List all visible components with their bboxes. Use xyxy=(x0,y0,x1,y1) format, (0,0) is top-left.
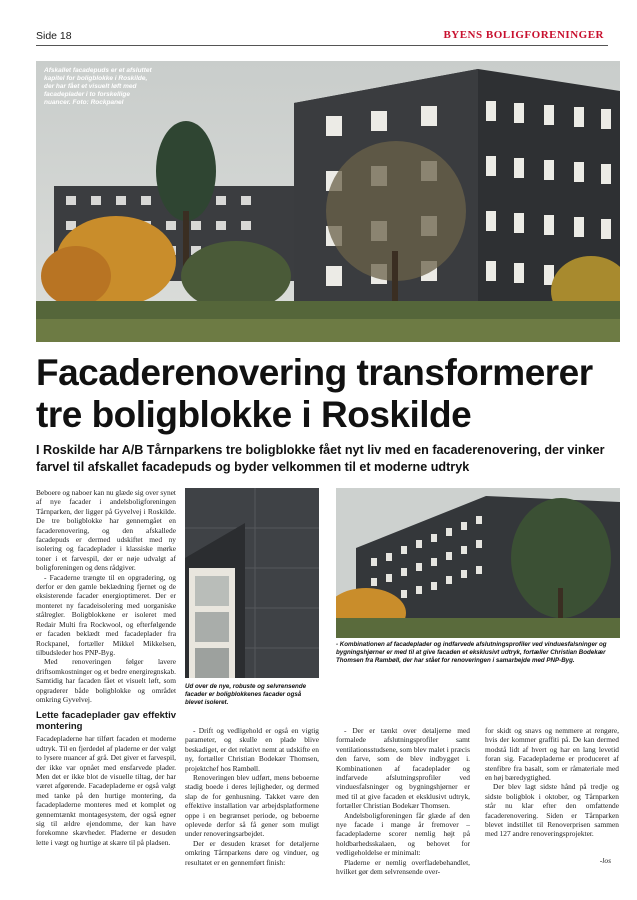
detail-photo-illustration xyxy=(185,488,319,678)
paragraph: for skidt og snavs og nemmere at rengøre, hvis der kommer graffiti på. De kan dermed modstå lidt af hvert og har en lang levetid foran sig. Facadepladerne er produceret af stenfibre fra basalt, som er råmateriale med en høj bæredygtighed. xyxy=(485,726,619,783)
paragraph: - Der er tænkt over detaljerne med formalede afslutningsprofiler samt ventilationsstudsene, som blev malet i præcis den farve, som de blev indbygget i. Kombinationen af facadeplader og indfarvede afslutningsprofiler ved vinduesfalsninger og bygningshjørner er med til at give facaden et eksklusivt udtryk, fortæller Christian Bodekær Thomsen. xyxy=(336,726,470,811)
article-column-3 xyxy=(336,726,470,877)
section-title: BYENS BOLIGFORENINGER xyxy=(443,29,604,41)
building-photo-caption: - Kombinationen af facadeplader og indfarvede afslutningsprofiler ved vinduesfalsninger og bygningshjørner er med til at give facaden et eksklusivt udtryk, fortæller Christian Bodekær Thomsen fra Rambøll, der har stået for renoveringen i samarbejde med PNP-Byg. xyxy=(336,641,607,664)
building-photo xyxy=(336,488,620,638)
paragraph: Facadepladerne har tilført facaden et moderne udtryk. Til en fjerdedel af pladerne er der valgt to lysere nuancer af grå. Det giver et farvespil, der ikke var opnået med ensfarvede plader. Men det er ikke blot de visuelle tiltag, der har været afgørende. Facadepladerne er også valgt med tanke på den hurtige montering, da facadepladerne monteres med et komplet og gennemtænkt montagesystem, der også egner sig til ældre ejendomme, der kan have forekomne skævheder. Pladerne er desuden lette i vægt og hurtige at skære til på pladsen. xyxy=(36,734,176,847)
paragraph: Andelsboligforeningen får glæde af den nye facade i mange år fremover – facadepladerne scorer nemlig højt på holdbarhedsskalaen, og behovet for vedligeholdelse er minimalt: xyxy=(336,810,470,858)
deck: I Roskilde har A/B Tårnparkens tre boligblokke fået nyt liv med en facaderenovering, der vinker farvel til afskallet facadepuds og byder velkommen til et moderne udtryk xyxy=(36,443,605,474)
article-column-1 xyxy=(36,488,176,847)
headline: Facaderenovering transformerer tre boligblokke i Roskilde xyxy=(36,352,593,435)
detail-photo-caption: Ud over de nye, robuste og selvrensende facader er boligblokkenes facader også blevet isoleret. xyxy=(185,683,307,706)
author-signature: -los xyxy=(599,856,611,865)
paragraph: Beboere og naboer kan nu glæde sig over synet af nye facader i andelsboligforeningen Tårnparken, der ligger på Gyvelvej i Roskilde. De tre boligblokke har gennemgået en facaderenovering, og den afskallede facadepuds er dermed udskiftet med ny isolering og facadeplader i klassiske mørke toner i et farvespil, der er nøje udvalgt af boligforeningen og dens rådgiver. xyxy=(36,488,176,573)
hero-caption: Afskallet facadepuds er et afsluttet kapitel for boligblokke i Roskilde, der har fået et visuelt løft med facadeplader i to forskellige nuancer. Foto: Rockpanel xyxy=(44,67,152,106)
paragraph: - Drift og vedligehold er også en vigtig parameter, og skulle en plade blive beskadiget, er det relativt nemt at udskifte en ny, fortæller Christian Bodekær Thomsen, projektchef hos Rambøll. xyxy=(185,726,319,773)
paragraph: Renoveringen blev udført, mens beboerne stadig boede i deres lejligheder, og dermed slap de for genhusning. Takket være den effektive installation var arbejdsplatformene oppe i en begrænset periode, og beboerne oplevede derfor så få gener som muligt under renoveringsarbejdet. xyxy=(185,773,319,839)
page-number: Side 18 xyxy=(36,30,72,42)
paragraph: - Facaderne trængte til en opgradering, og derfor er den gamle beklædning fjernet og de eksisterende facader energioptimeret. Der er monteret ny facadeisolering med uorganiske stålregler. Boligblokkene er isoleret med Redair Multi fra Rockwool, og efterfølgende er facaden beklædt med facadeplader fra Rockpanel, fortæller Mikkel Mikkelsen, tilbudsleder hos PNP-Byg. xyxy=(36,572,176,657)
article-column-2 xyxy=(185,726,319,867)
paragraph: Der blev lagt sidste hånd på tredje og sidste boligblok i oktober, og Tårnparken står nu klar efter den omfattende facaderenovering. Siden er Tårnparken blevet indstillet til Renoverprisen sammen med 127 andre renoveringsprojekter. xyxy=(485,782,619,839)
header-rule xyxy=(36,45,608,46)
building-photo-illustration xyxy=(336,488,620,638)
detail-photo xyxy=(185,488,319,678)
paragraph: Der er desuden kræset for detaljerne omkring Tårnparkens døre og vinduer, og resultatet er en gennemført finish: xyxy=(185,838,319,867)
page-header xyxy=(36,30,608,44)
subheading: Lette facadeplader gav effektiv montering xyxy=(36,710,176,733)
paragraph: Pladerne er nemlig overfladebehandlet, hvilket gør dem selvrensende over- xyxy=(336,857,470,877)
paragraph: Med renoveringen følger lavere driftsomkostninger og et bedre energiregnskab. Samtidig har facaden fået et visuelt løft, som opgraderer både boligblokke og området omkring Gyvelvej. xyxy=(36,657,176,704)
article-column-4 xyxy=(485,726,619,839)
